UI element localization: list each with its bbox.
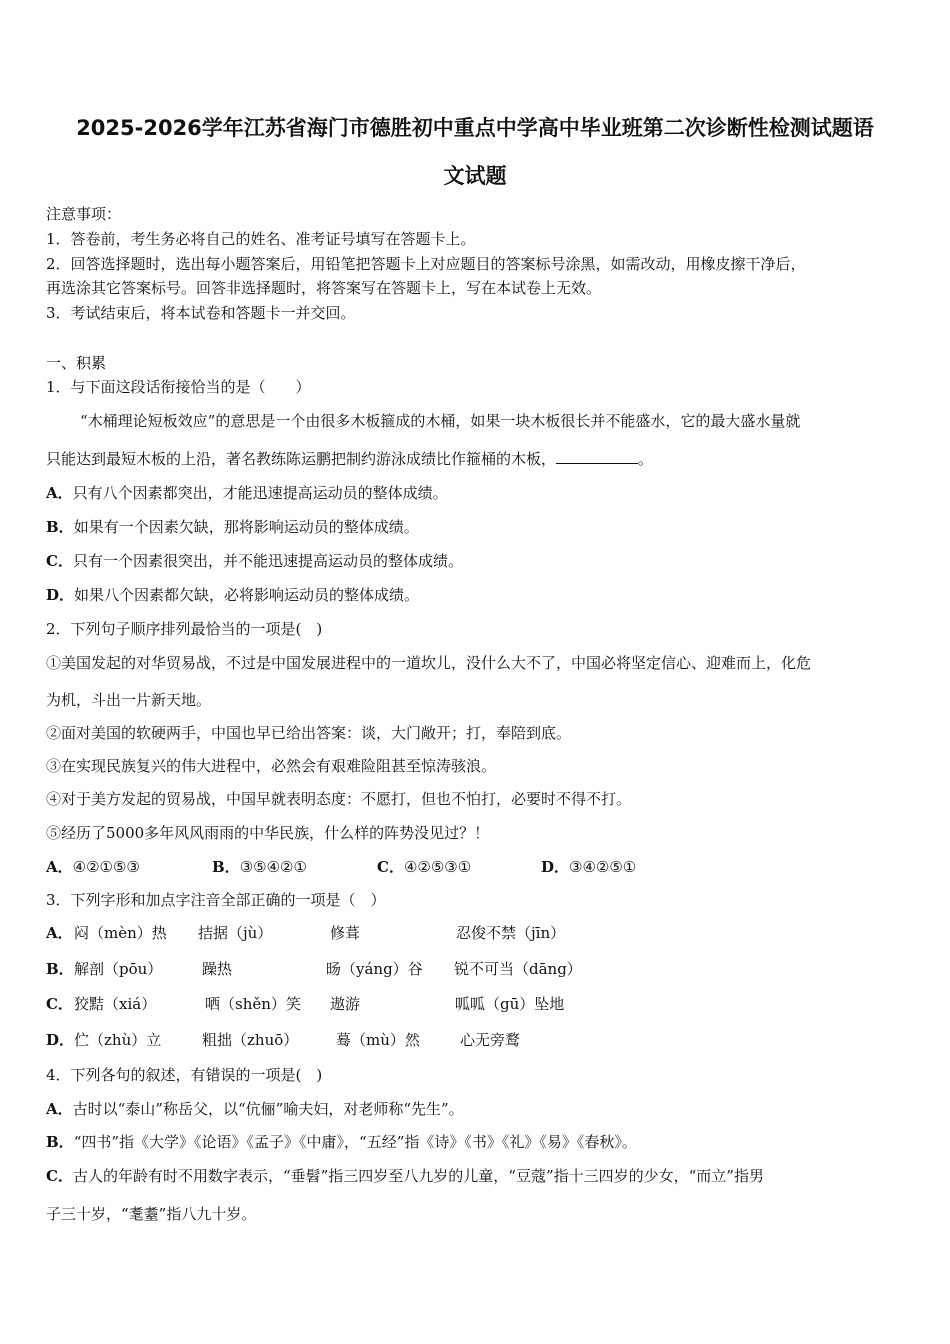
option-item: 拮据（jù） <box>198 924 273 942</box>
option-text: 古人的年龄有时不用数字表示，“垂髫”指三四岁至八九岁的儿童，“豆蔻”指十三四岁的少女，“而立”指男 <box>72 1167 764 1185</box>
page-title-continued: 文试题 <box>443 164 507 188</box>
option-item: 闷（mèn）热 <box>74 924 167 942</box>
option-letter: A． <box>46 924 73 942</box>
question-2-option-d <box>541 856 636 877</box>
question-1-stem: 1．与下面这段话衔接恰当的是（ ） <box>46 378 311 396</box>
option-letter: D． <box>541 858 570 876</box>
option-text: 古时以“泰山”称岳父，以“伉俪”喻夫妇，对老师称“先生”。 <box>72 1100 464 1118</box>
option-item: 哂（shěn）笑 <box>205 995 301 1013</box>
passage-text: 只能达到最短木板的上沿，著名教练陈运鹏把制约游泳成绩比作箍桶的木板， <box>46 450 557 468</box>
question-2-option-c <box>377 856 471 877</box>
option-item: 修葺 <box>330 924 361 942</box>
question-4-option-b <box>46 1131 637 1152</box>
option-item: 伫（zhù）立 <box>74 1031 162 1049</box>
notice-item: 再选涂其它答案标号。回答非选择题时，将答案写在答题卡上，写在本试卷上无效。 <box>46 279 602 297</box>
question-4-stem: 4．下列各句的叙述，有错误的一项是( ) <box>46 1066 323 1084</box>
question-2-sentence-1: ①美国发起的对华贸易战，不过是中国发展进程中的一道坎儿，没什么大不了，中国必将坚定信心、迎难而上，化危 <box>46 654 812 672</box>
option-letter: B． <box>212 858 240 876</box>
option-letter: B． <box>46 960 74 978</box>
option-letter: A． <box>46 484 73 502</box>
question-4-option-c-continued: 子三十岁，“耄耋”指八九十岁。 <box>46 1205 257 1223</box>
question-1-option-d <box>46 584 419 605</box>
question-4-option-c <box>46 1165 764 1186</box>
notice-item: 2．回答选择题时，选出每小题答案后，用铅笔把答题卡上对应题目的答案标号涂黑，如需改动，用橡皮擦干净后， <box>46 255 806 273</box>
option-letter: D． <box>46 586 75 604</box>
option-letter: A． <box>46 858 73 876</box>
question-1-option-b <box>46 516 419 537</box>
passage-end: 。 <box>638 450 654 468</box>
option-item: 呱呱（gū）坠地 <box>455 995 565 1013</box>
question-1-passage-continued <box>46 448 653 469</box>
option-item: 粗拙（zhuō） <box>202 1031 299 1049</box>
notice-heading: 注意事项： <box>46 205 122 223</box>
option-text: “四书”指《大学》《论语》《孟子》《中庸》，“五经”指《诗》《书》《礼》《易》《春秋》。 <box>73 1133 637 1151</box>
question-2-sentence-2: ②面对美国的软硬两手，中国也早已给出答案：谈，大门敞开；打，奉陪到底。 <box>46 724 572 742</box>
option-text: ④②⑤③① <box>403 858 472 876</box>
option-item: 心无旁鹜 <box>460 1031 521 1049</box>
question-1-passage: “木桶理论短板效应”的意思是一个由很多木板箍成的木桶，如果一块木板很长并不能盛水，它的最大盛水量就 <box>80 412 801 430</box>
question-3-stem: 3．下列字形和加点字注音全部正确的一项是（ ） <box>46 891 386 909</box>
section-heading: 一、积累 <box>46 354 107 372</box>
option-item: 蓦（mù）然 <box>336 1031 420 1049</box>
option-letter: A． <box>46 1100 73 1118</box>
option-text: 只有一个因素很突出，并不能迅速提高运动员的整体成绩。 <box>72 552 463 570</box>
question-2-option-a <box>46 856 140 877</box>
option-letter: B． <box>46 1133 74 1151</box>
question-4-option-a <box>46 1098 464 1119</box>
option-item: 躁热 <box>202 960 233 978</box>
option-item: 狡黠（xiá） <box>74 995 157 1013</box>
option-letter: C． <box>46 995 73 1013</box>
option-item: 锐不可当（dāng） <box>454 960 582 978</box>
option-text: ④②①⑤③ <box>72 858 140 876</box>
option-item: 忍俊不禁（jīn） <box>456 924 566 942</box>
notice-item: 3．考试结束后，将本试卷和答题卡一并交回。 <box>46 304 356 322</box>
answer-blank[interactable] <box>556 449 638 464</box>
option-text: 如果有一个因素欠缺，那将影响运动员的整体成绩。 <box>73 518 419 536</box>
option-letter: C． <box>46 552 73 570</box>
page-title: 2025-2026学年江苏省海门市德胜初中重点中学高中毕业班第二次诊断性检测试题语 <box>76 116 874 140</box>
option-letter: C． <box>377 858 404 876</box>
notice-item: 1．答卷前，考生务必将自己的姓名、准考证号填写在答题卡上。 <box>46 230 476 248</box>
question-2-sentence-3: ③在实现民族复兴的伟大进程中，必然会有艰难险阻甚至惊涛骇浪。 <box>46 757 497 775</box>
option-item: 解剖（pōu） <box>74 960 163 978</box>
option-text: 只有八个因素都突出，才能迅速提高运动员的整体成绩。 <box>72 484 448 502</box>
question-1-option-c <box>46 550 463 571</box>
option-item: 遨游 <box>330 995 361 1013</box>
question-1-option-a <box>46 482 448 503</box>
option-text: ③④②⑤① <box>569 858 637 876</box>
question-2-sentence-1-continued: 为机，斗出一片新天地。 <box>46 691 212 709</box>
option-text: 如果八个因素都欠缺，必将影响运动员的整体成绩。 <box>74 586 420 604</box>
question-2-stem: 2．下列句子顺序排列最恰当的一项是( ) <box>46 620 323 638</box>
option-letter: C． <box>46 1167 73 1185</box>
question-2-sentence-5: ⑤经历了5000多年风风雨雨的中华民族，什么样的阵势没见过？！ <box>46 824 490 842</box>
option-text: ③⑤④②① <box>239 858 307 876</box>
option-letter: B． <box>46 518 74 536</box>
question-2-option-b <box>212 856 307 877</box>
option-letter: D． <box>46 1031 75 1049</box>
question-2-sentence-4: ④对于美方发起的贸易战，中国早就表明态度：不愿打，但也不怕打，必要时不得不打。 <box>46 790 632 808</box>
option-item: 旸（yáng）谷 <box>326 960 423 978</box>
